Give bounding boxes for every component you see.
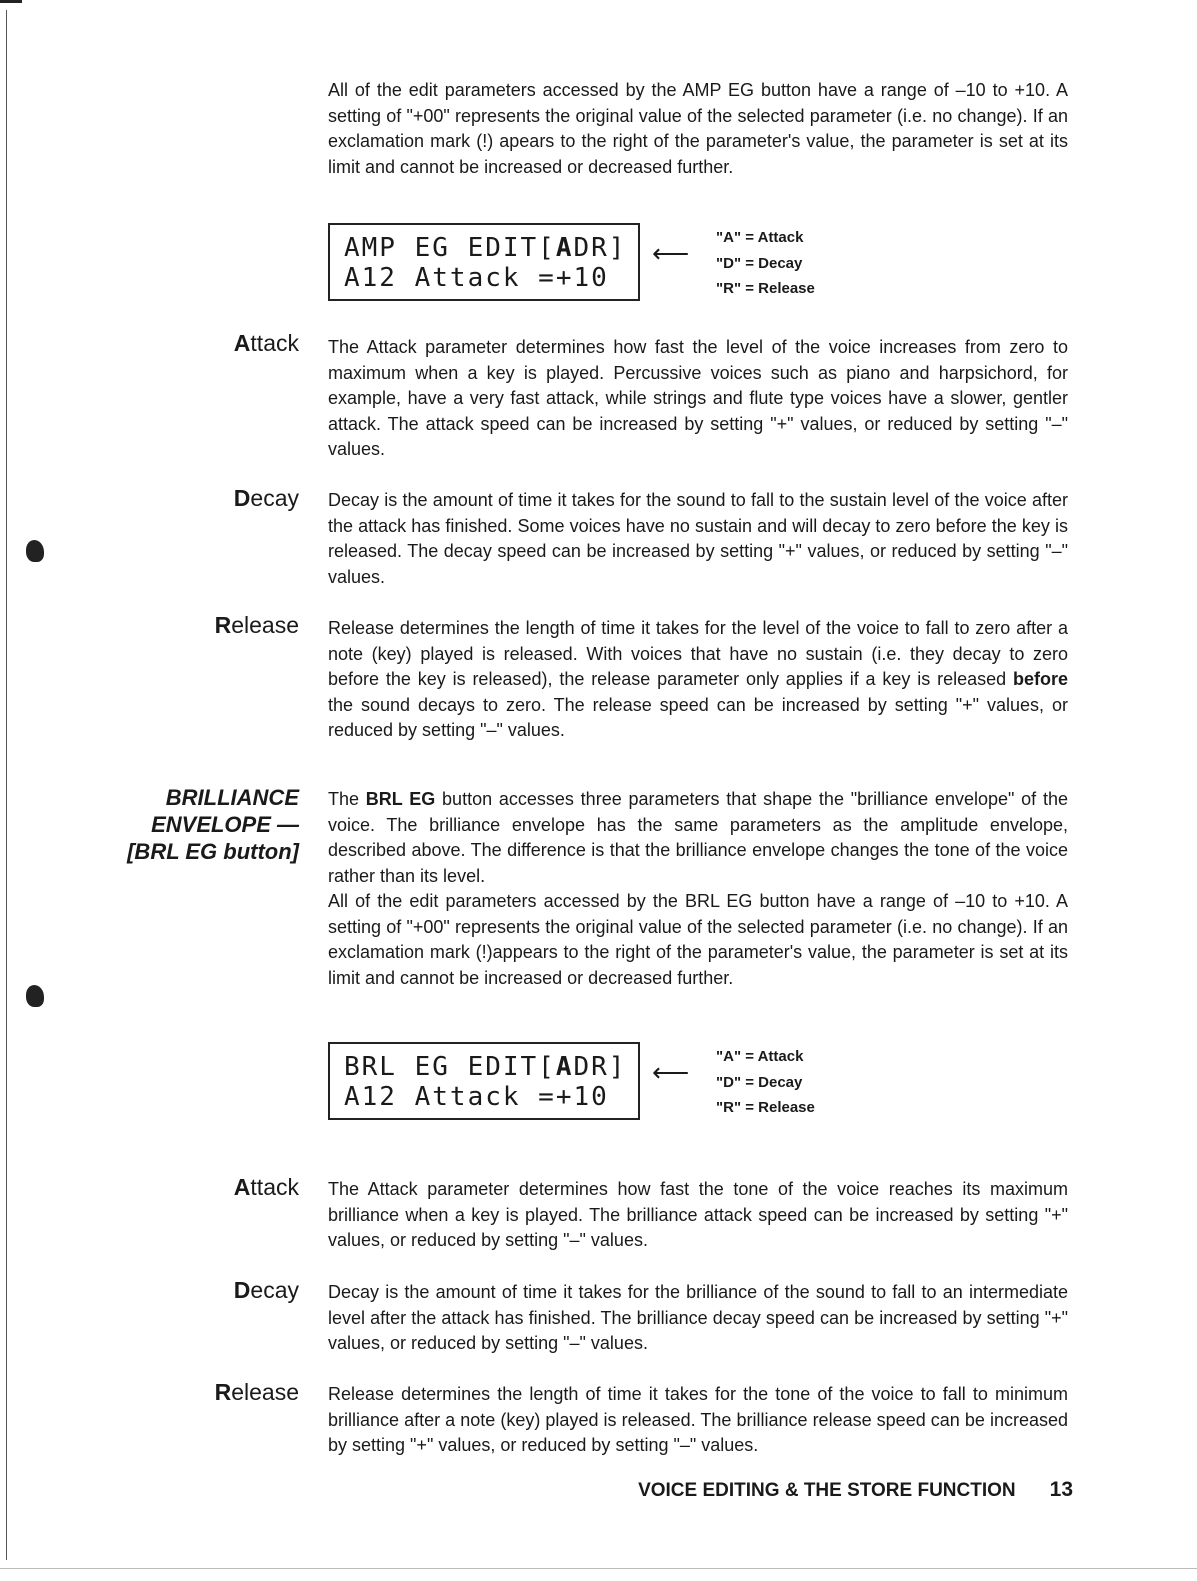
adr-legend xyxy=(716,225,815,302)
brl-release-description: Release determines the length of time it takes for the tone of the voice to fall to minimum brilliance after a note (key) played is released. The brilliance release speed can be increased by setting "+" values, or reduced by setting "–" values. xyxy=(328,1384,1068,1455)
legend-attack: "A" = Attack xyxy=(716,229,804,246)
lcd-line-1: AMP EG EDIT[ADR] xyxy=(344,233,627,263)
binder-hole xyxy=(26,985,44,1007)
brilliance-intro-paragraph: The BRL EG button accesses three parameters that shape the "brilliance envelope" of the voice. The brilliance envelope has the same parameters as the amplitude envelope, described above. The difference is that the brilliance envelope changes the tone of the voice rather than its level. xyxy=(328,789,1068,886)
adr-legend xyxy=(716,1044,815,1121)
legend-release: "R" = Release xyxy=(716,280,815,297)
lcd-line-1: BRL EG EDIT[ADR] xyxy=(344,1052,627,1082)
intro-paragraph: All of the edit parameters accessed by the AMP EG button have a range of –10 to +10. A setting of "+00" represents the original value of the selected parameter (i.e. no change). If an exclamation mark (!) apears to the right of the parameter's value, the parameter is set at its limit and cannot be increased or decreased further. xyxy=(328,80,1068,177)
lcd-line-2: A12 Attack =+10 xyxy=(344,263,609,293)
release-heading: Release xyxy=(214,612,299,638)
attack-heading: Attack xyxy=(233,330,299,356)
brilliance-range-paragraph: All of the edit parameters accessed by the BRL EG button have a range of –10 to +10. A setting of "+00" represents the original value of the selected parameter (i.e. no change). If an exclamation mark (!)appears to the right of the parameter's value, the parameter is set at its limit and cannot be increased or decreased further. xyxy=(328,891,1068,988)
binder-edge-line xyxy=(6,10,7,1560)
legend-decay: "D" = Decay xyxy=(716,1073,803,1091)
brl-decay-description: Decay is the amount of time it takes for the brilliance of the sound to fall to an intermediate level after the attack has finished. The brilliance decay speed can be increased by setting "+" values, or reduced by setting "–" values. xyxy=(328,1282,1068,1353)
legend-attack: "A" = Attack xyxy=(716,1048,804,1065)
left-arrow-icon: ⟵ xyxy=(652,1057,690,1087)
decay-description: Decay is the amount of time it takes for the sound to fall to the sustain level of the voice after the attack has finished. Some voices have no sustain and will decay to zero before the key is released. The decay speed can be increased by setting "+" values, or reduced by setting "–" values. xyxy=(328,490,1068,587)
page-number: 13 xyxy=(1049,1478,1073,1501)
footer-section-title: VOICE EDITING & THE STORE FUNCTION xyxy=(638,1480,1016,1501)
legend-release: "R" = Release xyxy=(716,1099,815,1116)
page-bottom-edge xyxy=(0,1568,1197,1569)
brl-decay-heading: Decay xyxy=(233,1277,299,1303)
amp-eg-lcd-display xyxy=(328,223,640,301)
binder-mark xyxy=(0,0,22,3)
left-arrow-icon: ⟵ xyxy=(652,238,690,268)
brl-release-heading: Release xyxy=(214,1379,299,1405)
brilliance-envelope-heading: BRILLIANCE ENVELOPE — [BRL EG button] xyxy=(127,785,299,864)
attack-description: The Attack parameter determines how fast the level of the voice increases from zero to maximum when a key is played. Percussive voices such as piano and harpsichord, for example, have a very fast attack, while strings and flute type voices have a slower, gentler attack. The attack speed can be increased by setting "+" values, or reduced by setting "–" values. xyxy=(328,337,1068,459)
release-description: Release determines the length of time it takes for the level of the voice to fall to zero after a note (key) played is released. With voices that have no sustain (i.e. they decay to zero before the key is released), the release parameter only applies if a key is released before the sound decays to zero. The release speed can be increased by setting "+" values, or reduced by setting "–" values. xyxy=(328,618,1068,740)
brl-attack-heading: Attack xyxy=(233,1174,299,1200)
binder-hole xyxy=(26,540,44,562)
brl-attack-description: The Attack parameter determines how fast the tone of the voice reaches its maximum brilliance when a key is played. The brilliance attack speed can be increased by setting "+" values, or reduced by setting "–" values. xyxy=(328,1179,1068,1250)
legend-decay: "D" = Decay xyxy=(716,254,803,272)
page-footer xyxy=(638,1478,1073,1502)
decay-heading: Decay xyxy=(233,485,299,511)
brl-eg-lcd-display xyxy=(328,1042,640,1120)
lcd-line-2: A12 Attack =+10 xyxy=(344,1082,609,1112)
